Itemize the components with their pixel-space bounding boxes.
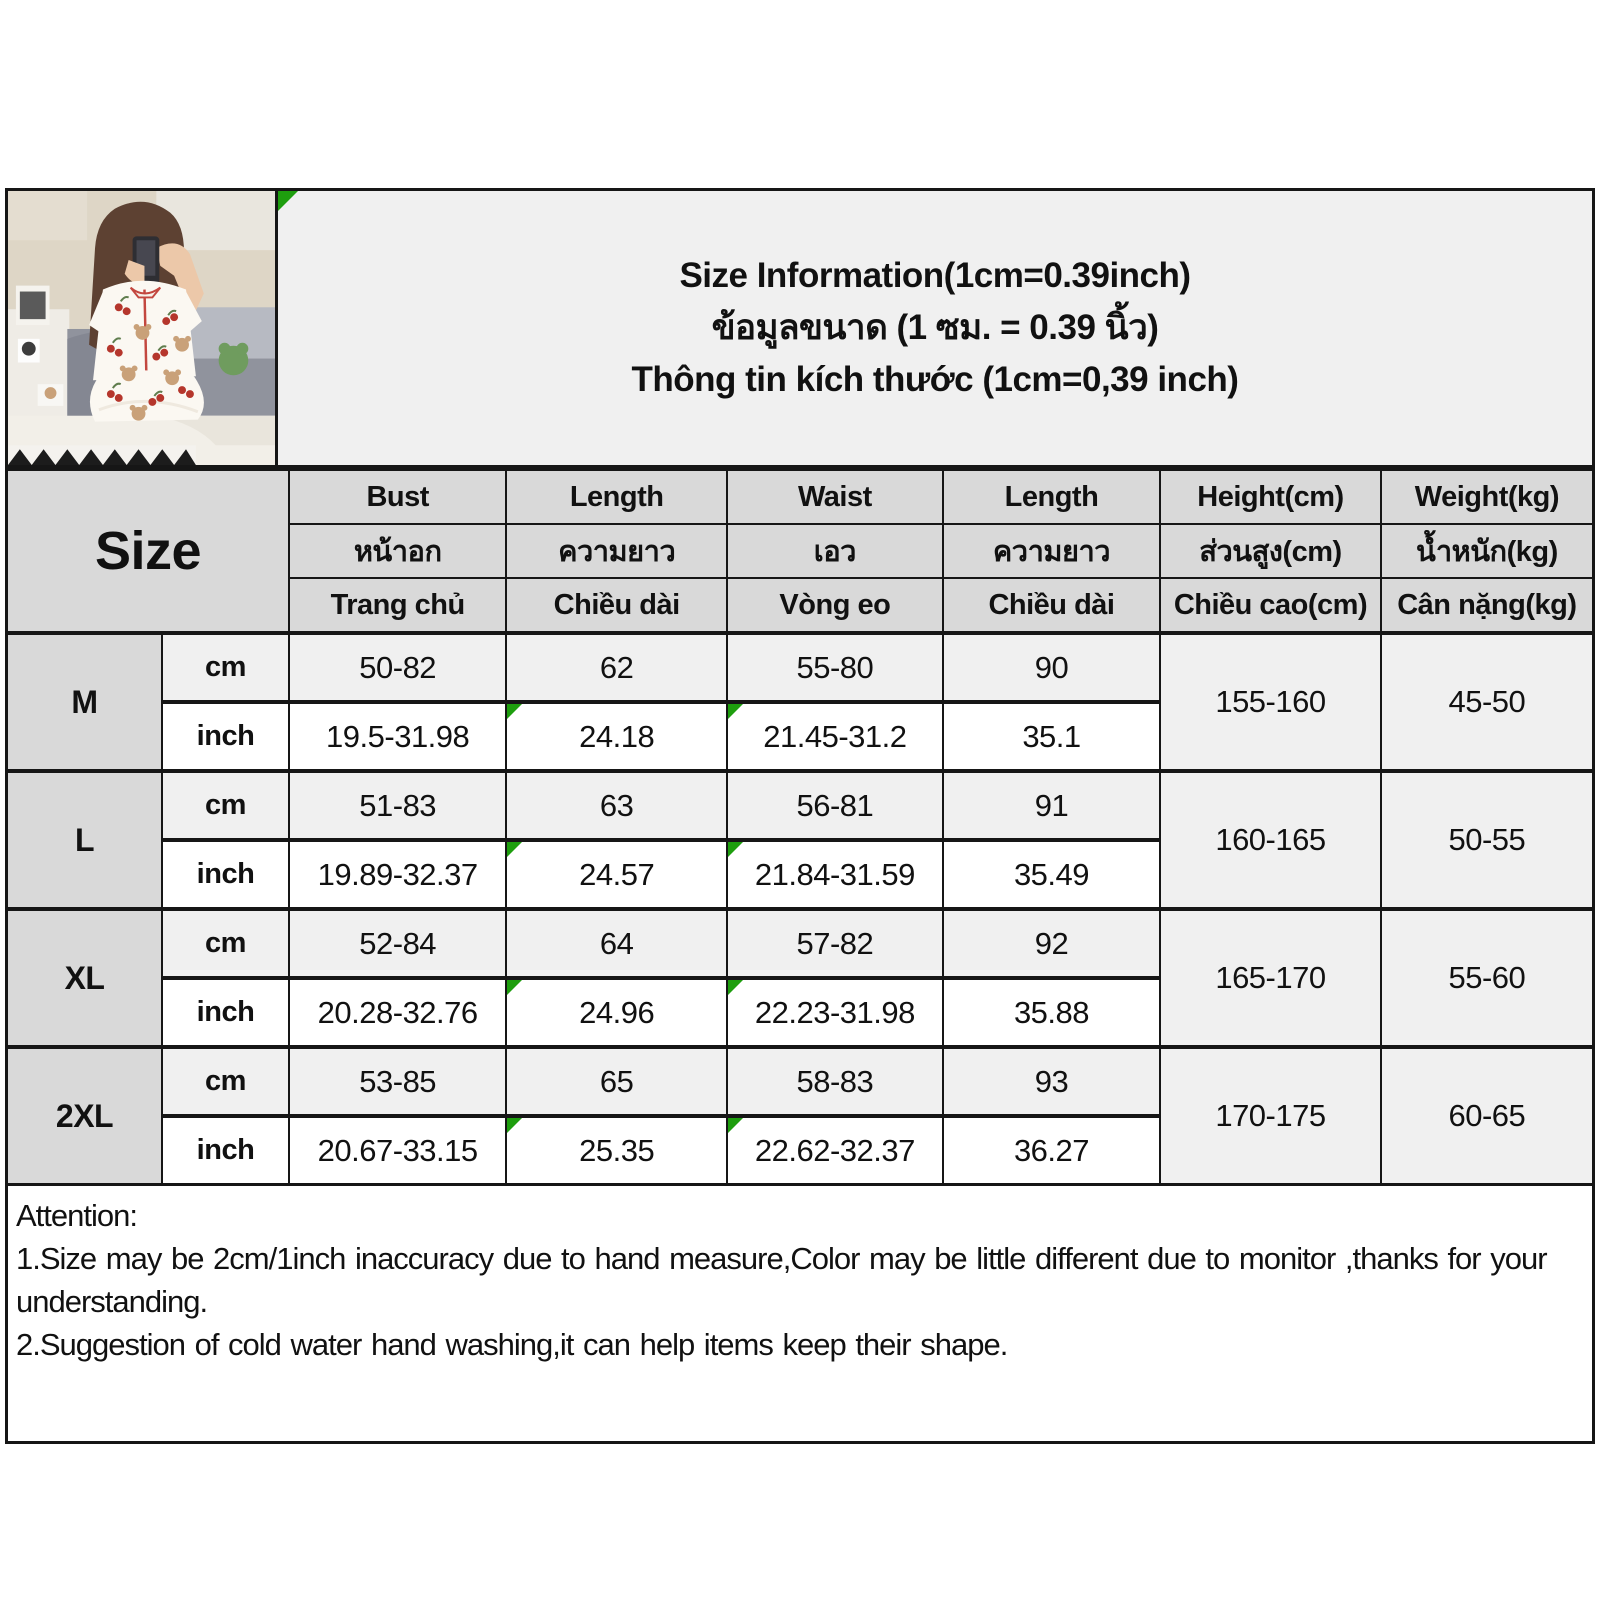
unit-label-cm-XL: cm xyxy=(162,909,289,978)
value-L-inch-3: 35.49 xyxy=(943,840,1160,909)
column-header-en-3: Length xyxy=(943,470,1160,525)
row-XL-cm xyxy=(7,909,1594,978)
value-XL-inch-3: 35.88 xyxy=(943,978,1160,1047)
value-2XL-inch-1: 25.35 xyxy=(506,1116,727,1185)
column-header-th-3: ความยาว xyxy=(943,524,1160,578)
value-M-weight: 45-50 xyxy=(1381,633,1594,771)
attention-title: Attention: xyxy=(16,1198,137,1233)
value-XL-inch-2: 22.23-31.98 xyxy=(727,978,943,1047)
column-header-en-1: Length xyxy=(506,470,727,525)
size-label-XL: XL xyxy=(7,909,163,1047)
unit-label-inch-XL: inch xyxy=(162,978,289,1047)
value-M-inch-1: 24.18 xyxy=(506,702,727,771)
title-thai: ข้อมูลขนาด (1 ซม. = 0.39 นิ้ว) xyxy=(711,308,1159,347)
value-2XL-weight: 60-65 xyxy=(1381,1047,1594,1185)
attention-section xyxy=(5,1186,1595,1444)
value-L-cm-1: 63 xyxy=(506,771,727,840)
value-XL-cm-1: 64 xyxy=(506,909,727,978)
size-table-body xyxy=(7,633,1594,1185)
value-XL-weight: 55-60 xyxy=(1381,909,1594,1047)
column-header-th-1: ความยาว xyxy=(506,524,727,578)
value-2XL-inch-0: 20.67-33.15 xyxy=(289,1116,506,1185)
unit-label-inch-2XL: inch xyxy=(162,1116,289,1185)
column-header-vi-0: Trang chủ xyxy=(289,578,506,633)
column-header-en-4: Height(cm) xyxy=(1160,470,1381,525)
row-M-cm xyxy=(7,633,1594,702)
column-header-vi-3: Chiều dài xyxy=(943,578,1160,633)
value-L-cm-0: 51-83 xyxy=(289,771,506,840)
value-2XL-cm-0: 53-85 xyxy=(289,1047,506,1116)
value-M-cm-0: 50-82 xyxy=(289,633,506,702)
top-row xyxy=(5,188,1595,468)
value-XL-inch-0: 20.28-32.76 xyxy=(289,978,506,1047)
value-M-height: 155-160 xyxy=(1160,633,1381,771)
value-XL-inch-1: 24.96 xyxy=(506,978,727,1047)
size-header-cell: Size xyxy=(7,470,289,634)
value-XL-cm-3: 92 xyxy=(943,909,1160,978)
column-header-en-2: Waist xyxy=(727,470,943,525)
value-L-weight: 50-55 xyxy=(1381,771,1594,909)
value-2XL-height: 170-175 xyxy=(1160,1047,1381,1185)
title-english: Size Information(1cm=0.39inch) xyxy=(679,256,1191,295)
attention-note-1: 1.Size may be 2cm/1inch inaccuracy due to hand measure,Color may be little different due to monitor ,thanks for your understanding. xyxy=(16,1241,1547,1319)
value-L-inch-1: 24.57 xyxy=(506,840,727,909)
value-L-inch-2: 21.84-31.59 xyxy=(727,840,943,909)
value-L-cm-3: 91 xyxy=(943,771,1160,840)
column-header-vi-2: Vòng eo xyxy=(727,578,943,633)
value-XL-height: 165-170 xyxy=(1160,909,1381,1047)
value-M-cm-1: 62 xyxy=(506,633,727,702)
value-2XL-inch-3: 36.27 xyxy=(943,1116,1160,1185)
size-chart-content xyxy=(5,188,1595,1444)
unit-label-cm-M: cm xyxy=(162,633,289,702)
size-label-2XL: 2XL xyxy=(7,1047,163,1185)
column-header-th-2: เอว xyxy=(727,524,943,578)
value-M-inch-3: 35.1 xyxy=(943,702,1160,771)
product-photo-illustration xyxy=(8,191,275,465)
value-L-inch-0: 19.89-32.37 xyxy=(289,840,506,909)
column-header-en-0: Bust xyxy=(289,470,506,525)
value-M-inch-0: 19.5-31.98 xyxy=(289,702,506,771)
value-L-height: 160-165 xyxy=(1160,771,1381,909)
column-header-vi-1: Chiều dài xyxy=(506,578,727,633)
column-header-en-5: Weight(kg) xyxy=(1381,470,1594,525)
unit-label-inch-L: inch xyxy=(162,840,289,909)
value-M-cm-2: 55-80 xyxy=(727,633,943,702)
value-M-cm-3: 90 xyxy=(943,633,1160,702)
column-header-th-0: หน้าอก xyxy=(289,524,506,578)
value-L-cm-2: 56-81 xyxy=(727,771,943,840)
column-header-vi-5: Cân nặng(kg) xyxy=(1381,578,1594,633)
size-label-M: M xyxy=(7,633,163,771)
size-info-title-box xyxy=(278,188,1595,468)
value-2XL-cm-1: 65 xyxy=(506,1047,727,1116)
value-XL-cm-0: 52-84 xyxy=(289,909,506,978)
size-table-head xyxy=(7,470,1594,634)
size-label-L: L xyxy=(7,771,163,909)
value-2XL-cm-2: 58-83 xyxy=(727,1047,943,1116)
unit-label-inch-M: inch xyxy=(162,702,289,771)
column-header-vi-4: Chiều cao(cm) xyxy=(1160,578,1381,633)
value-M-inch-2: 21.45-31.2 xyxy=(727,702,943,771)
product-photo xyxy=(5,188,278,468)
value-2XL-cm-3: 93 xyxy=(943,1047,1160,1116)
unit-label-cm-L: cm xyxy=(162,771,289,840)
size-table xyxy=(5,468,1595,1186)
value-XL-cm-2: 57-82 xyxy=(727,909,943,978)
column-header-th-4: ส่วนสูง(cm) xyxy=(1160,524,1381,578)
value-2XL-inch-2: 22.62-32.37 xyxy=(727,1116,943,1185)
unit-label-cm-2XL: cm xyxy=(162,1047,289,1116)
row-L-cm xyxy=(7,771,1594,840)
column-header-th-5: น้ำหนัก(kg) xyxy=(1381,524,1594,578)
title-vietnamese: Thông tin kích thước (1cm=0,39 inch) xyxy=(631,360,1239,399)
attention-note-2: 2.Suggestion of cold water hand washing,it can help items keep their shape. xyxy=(16,1327,1008,1362)
row-2XL-cm xyxy=(7,1047,1594,1116)
